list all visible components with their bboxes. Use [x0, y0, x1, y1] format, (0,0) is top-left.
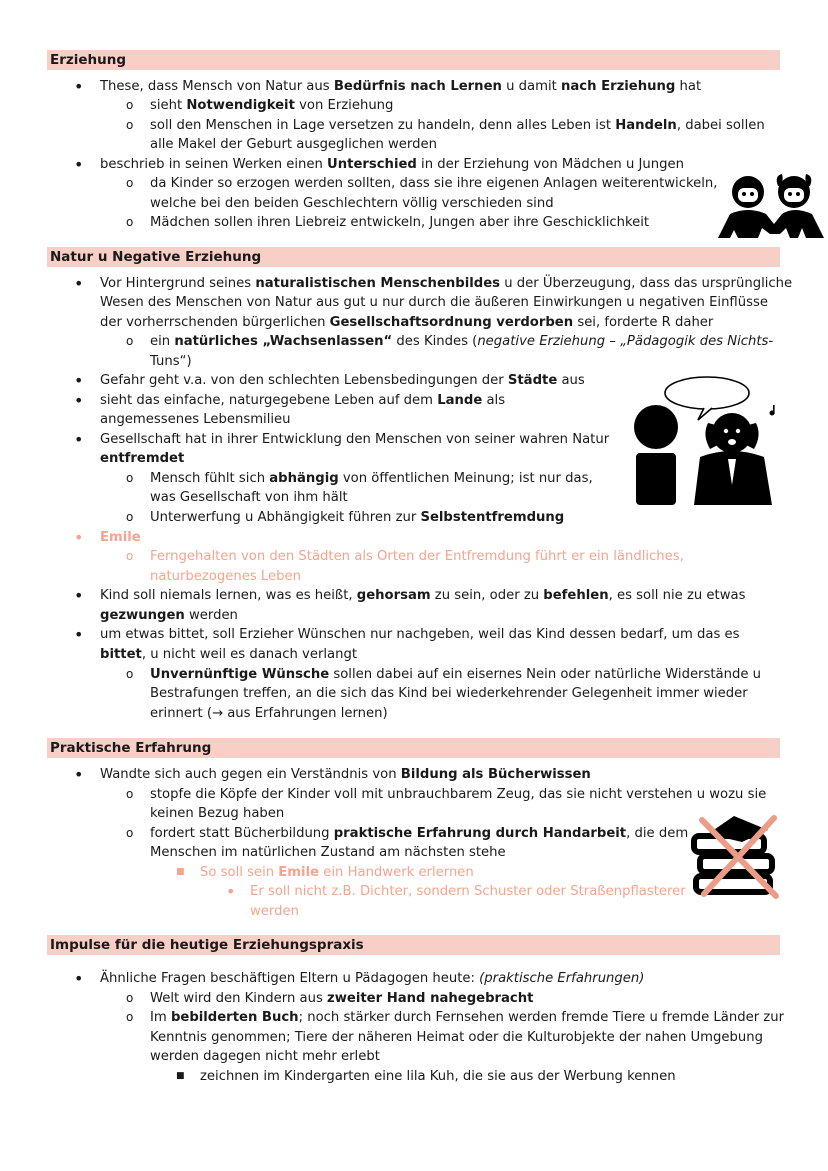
- bullet-square: ■: [176, 867, 185, 877]
- list-item-continuation: erinnert (→ aus Erfahrungen lernen): [150, 706, 388, 721]
- list-item-continuation: keinen Bezug haben: [150, 806, 285, 821]
- list-item-continuation: Menschen im natürlichen Zustand am nächsten stehe: [150, 845, 506, 860]
- list-item: Mensch fühlt sich abhängig von öffentlichen Meinung; ist nur das,: [150, 471, 593, 486]
- list-item: Unterwerfung u Abhängigkeit führen zur Selbstentfremdung: [150, 510, 565, 525]
- people-talking-icon: [632, 375, 782, 507]
- list-item-continuation: welche bei den beiden Geschlechtern völlig verschieden sind: [150, 196, 554, 211]
- list-item-continuation: Kenntnis genommen; Tiere der näheren Heimat oder die Kulturobjekte der nahen Umgebung: [150, 1030, 763, 1045]
- section-heading-impulse: Impulse für die heutige Erziehungspraxis: [47, 935, 780, 955]
- bullet-dot: •: [74, 430, 84, 449]
- list-item: Gesellschaft hat in ihrer Entwicklung den Menschen von seiner wahren Natur: [100, 432, 610, 447]
- bullet-dot: •: [74, 528, 84, 547]
- bullet-dot: •: [74, 625, 84, 644]
- bullet-circle: o: [126, 1010, 134, 1024]
- bullet-circle: o: [126, 98, 134, 112]
- list-item: So soll sein Emile ein Handwerk erlernen: [200, 865, 474, 880]
- section-heading-praktische-erfahrung: Praktische Erfahrung: [47, 738, 780, 758]
- bullet-circle: o: [126, 826, 134, 840]
- bullet-circle: o: [126, 215, 134, 229]
- list-item-continuation: werden dagegen nicht mehr erlebt: [150, 1049, 380, 1064]
- list-item: Unvernünftige Wünsche sollen dabei auf ein eisernes Nein oder natürliche Widerstände u: [150, 667, 761, 682]
- list-item-continuation: alle Makel der Geburt ausgeglichen werden: [150, 137, 437, 152]
- list-item: Wandte sich auch gegen ein Verständnis von Bildung als Bücherwissen: [100, 767, 591, 782]
- bullet-circle: o: [126, 991, 134, 1005]
- list-item-continuation: werden: [250, 904, 299, 919]
- bullet-circle: o: [126, 334, 134, 348]
- list-item: fordert statt Bücherbildung praktische Erfahrung durch Handarbeit, die dem: [150, 826, 689, 841]
- list-item-continuation: naturbezogenes Leben: [150, 569, 301, 584]
- list-item: Kind soll niemals lernen, was es heißt, gehorsam zu sein, oder zu befehlen, es soll nie zu etwas: [100, 588, 746, 603]
- list-item: Ähnliche Fragen beschäftigen Eltern u Pädagogen heute: (praktische Erfahrungen): [100, 971, 645, 986]
- bullet-dot: •: [74, 391, 84, 410]
- list-item-continuation: angemessenes Lebensmilieu: [100, 412, 291, 427]
- list-item-continuation: Tuns“): [150, 354, 192, 369]
- list-item-continuation: der vorherrschenden bürgerlichen Gesellschaftsordnung verdorben sei, forderte R daher: [100, 315, 714, 330]
- bullet-dot: •: [74, 371, 84, 390]
- list-item: Im bebilderten Buch; noch stärker durch Fernsehen werden fremde Tiere u fremde Länder zur: [150, 1010, 785, 1025]
- list-item-continuation: entfremdet: [100, 451, 185, 466]
- bullet-dot: •: [74, 274, 84, 293]
- list-item-continuation: Bestrafungen treffen, an die sich das Kind bei wiederkehrender Gelegenheit immer wieder: [150, 686, 748, 701]
- bullet-dot: •: [74, 77, 84, 96]
- list-item-continuation: bittet, u nicht weil es danach verlangt: [100, 647, 358, 662]
- bullet-circle: o: [126, 471, 134, 485]
- list-item: sieht das einfache, naturgegebene Leben auf dem Lande als: [100, 393, 506, 408]
- list-item-continuation: was Gesellschaft von ihm hält: [150, 490, 348, 505]
- list-item: Welt wird den Kindern aus zweiter Hand nahegebracht: [150, 991, 534, 1006]
- list-item: da Kinder so erzogen werden sollten, dass sie ihre eigenen Anlagen weiterentwickeln,: [150, 176, 718, 191]
- list-item-continuation: Wesen des Menschen von Natur aus gut u nur durch die äußeren Einwirkungen u negativen Einflüsse: [100, 295, 768, 310]
- list-item: ein natürliches „Wachsenlassen“ des Kindes (negative Erziehung – „Pädagogik des Nichts-: [150, 334, 774, 349]
- bullet-square: ■: [176, 1071, 185, 1081]
- bullet-circle: o: [126, 667, 134, 681]
- bullet-dot: •: [74, 765, 84, 784]
- list-item: zeichnen im Kindergarten eine lila Kuh, die sie aus der Werbung kennen: [200, 1069, 676, 1084]
- list-item: Ferngehalten von den Städten als Orten der Entfremdung führt er ein ländliches,: [150, 549, 684, 564]
- list-item: stopfe die Köpfe der Kinder voll mit unbrauchbarem Zeug, das sie nicht verstehen u wozu sie: [150, 787, 767, 802]
- bullet-circle: o: [126, 549, 134, 563]
- list-item: Vor Hintergrund seines naturalistischen Menschenbildes u der Überzeugung, dass das ursprüngliche: [100, 276, 793, 291]
- list-item-continuation: gezwungen werden: [100, 608, 238, 623]
- list-item: These, dass Mensch von Natur aus Bedürfnis nach Lernen u damit nach Erziehung hat: [100, 79, 702, 94]
- list-item: soll den Menschen in Lage versetzen zu handeln, denn alles Leben ist Handeln, dabei sollen: [150, 118, 765, 133]
- list-item: Mädchen sollen ihren Liebreiz entwickeln, Jungen aber ihre Geschicklichkeit: [150, 215, 650, 230]
- bullet-dot: •: [74, 969, 84, 988]
- bullet-circle: o: [126, 510, 134, 524]
- children-icon: [718, 172, 824, 238]
- section-heading-erziehung: Erziehung: [47, 50, 780, 70]
- bullet-dot: •: [226, 882, 236, 901]
- crossed-books-icon: [690, 812, 782, 900]
- list-item: um etwas bittet, soll Erzieher Wünschen nur nachgeben, weil das Kind dessen bedarf, um das es: [100, 627, 740, 642]
- bullet-circle: o: [126, 176, 134, 190]
- list-item: sieht Notwendigkeit von Erziehung: [150, 98, 394, 113]
- list-item: Er soll nicht z.B. Dichter, sondern Schuster oder Straßenpflasterer: [250, 884, 686, 899]
- list-item: Gefahr geht v.a. von den schlechten Lebensbedingungen der Städte aus: [100, 373, 585, 388]
- bullet-circle: o: [126, 118, 134, 132]
- section-heading-natur: Natur u Negative Erziehung: [47, 247, 780, 267]
- bullet-dot: •: [74, 586, 84, 605]
- bullet-circle: o: [126, 787, 134, 801]
- list-item: Emile: [100, 530, 141, 545]
- list-item: beschrieb in seinen Werken einen Unterschied in der Erziehung von Mädchen u Jungen: [100, 157, 684, 172]
- bullet-dot: •: [74, 155, 84, 174]
